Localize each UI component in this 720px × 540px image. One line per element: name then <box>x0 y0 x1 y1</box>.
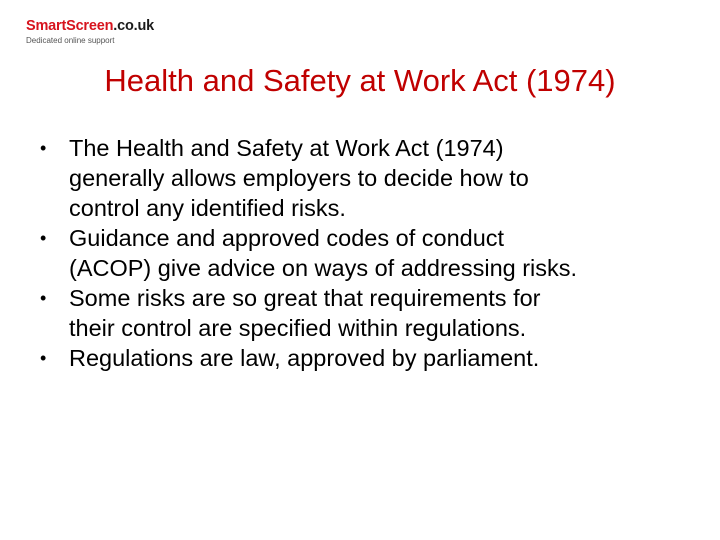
bullet-item <box>40 343 700 373</box>
bullet-line: their control are specified within regulations. <box>69 315 527 341</box>
bullet-line: (ACOP) give advice on ways of addressing risks. <box>69 255 578 281</box>
bullet-marker: • <box>40 228 47 248</box>
slide-title: Health and Safety at Work Act (1974) <box>104 63 616 98</box>
bullet-item <box>40 283 700 343</box>
bullet-list <box>40 133 700 373</box>
bullet-marker: • <box>40 288 47 308</box>
bullet-marker: • <box>40 348 47 368</box>
bullet-line: control any identified risks. <box>69 195 346 221</box>
bullet-line: generally allows employers to decide how to <box>69 165 529 191</box>
bullet-item <box>40 223 700 283</box>
logo-domain: .co.uk <box>113 18 154 34</box>
bullet-item <box>40 133 700 223</box>
logo-wordmark <box>26 19 154 34</box>
logo-tagline: Dedicated online support <box>26 35 115 45</box>
smartscreen-logo <box>26 19 154 45</box>
logo-brand: SmartScreen <box>26 18 114 34</box>
bullet-line: The Health and Safety at Work Act (1974) <box>69 135 504 161</box>
bullet-marker: • <box>40 138 47 158</box>
bullet-line: Regulations are law, approved by parliament. <box>69 345 540 371</box>
bullet-line: Guidance and approved codes of conduct <box>69 225 505 251</box>
bullet-line: Some risks are so great that requirements for <box>69 285 541 311</box>
